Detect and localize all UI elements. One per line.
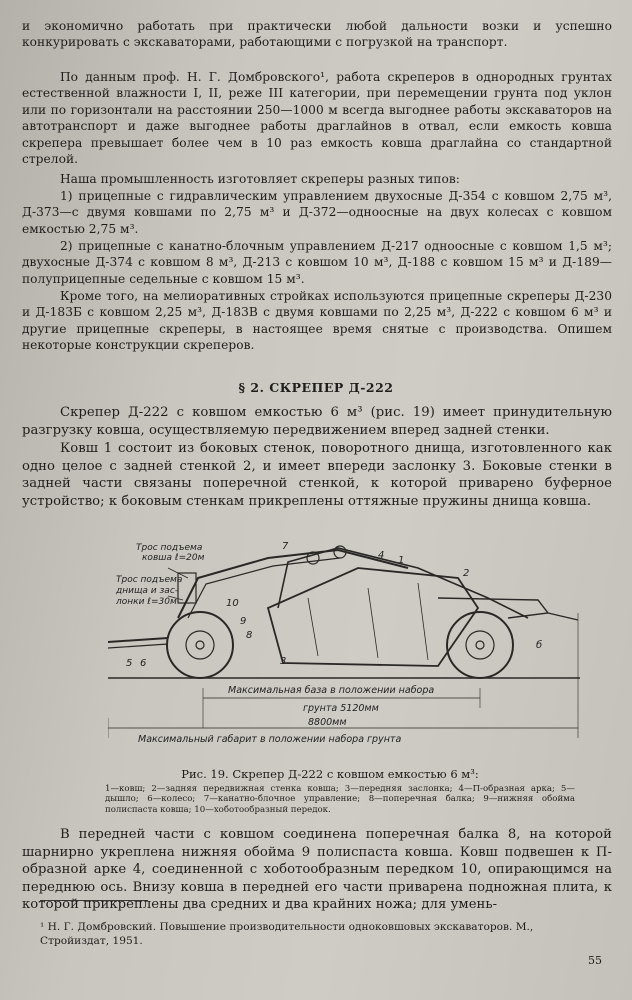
dimension-base-label: Максимальная база в положении набора xyxy=(228,685,435,696)
paragraph-melioration: Кроме того, на мелиоративных стройках используются прицепные скреперы Д-230 и Д-183Б с ковшом 2,25 м³, Д-183В с двумя ковшами по 2,25 м³, Д-222 с ковшом 6 м³ и другие прицепные скреперы, в настоящее время снятые с производства. Опишем некоторые конструкции скреперов. xyxy=(22,289,612,353)
page-number: 55 xyxy=(588,954,602,967)
dimension-overall-label: Максимальный габарит в положении набора грунта xyxy=(138,734,402,745)
dimension-base-value: грунта 5120мм xyxy=(303,703,379,714)
label-rope-floor-length: лонки ℓ=30м xyxy=(116,597,177,607)
figure-caption: Рис. 19. Скрепер Д-222 с ковшом емкостью 6 м³: xyxy=(181,767,479,781)
part-number-9: 9 xyxy=(240,616,247,627)
figure-legend: 1—ковш; 2—задняя передвижная стенка ковша; 3—передняя заслонка; 4—П-образная арка; 5—дышло; 6—колесо; 7—канатно-блочное управление; 8—поперечная балка; 9—нижняя обойма полиспаста ковша; 10—хоботообразный передок. xyxy=(105,784,575,815)
paragraph-dombrovsky: По данным проф. Н. Г. Домбровского¹, работа скреперов в однородных грунтах естественной влажности I, II, реже III категории, при перемещении грунта под уклон или по горизонтали на расстоянии 250—1000 м всегда выгоднее работы экскаваторов на автотранспорт и даже выгоднее работы драглайнов в отвал, если емкость ковша скрепера превышает более чем в 10 раз емкость ковша драглайна со стандартной стрелой. xyxy=(22,70,612,167)
label-rope-floor: Трос подъема xyxy=(116,575,183,585)
label-rope-bucket: Трос подъема xyxy=(136,543,203,553)
paragraph-d222-intro: Скрепер Д-222 с ковшом емкостью 6 м³ (рис. 19) имеет принудительную разгрузку ковша, осуществляемую передвижением вперед задней стенки. xyxy=(22,405,612,438)
part-number-2: 2 xyxy=(463,568,470,579)
part-number-5: 5 xyxy=(126,658,133,669)
part-number-7: 7 xyxy=(282,541,289,552)
paragraph-list-2: 2) прицепные с канатно-блочным управлением Д-217 одноосные с ковшом 1,5 м³; двухосные Д-374 с ковшом 8 м³, Д-213 с ковшом 10 м³, Д-188 с ковшом 15 м³ и Д-189—полуприцепные седельные с ковшом 15 м³. xyxy=(22,239,612,286)
part-number-6-rear: б xyxy=(536,640,543,651)
paragraph-types-intro: Наша промышленность изготовляет скреперы разных типов: xyxy=(60,172,460,186)
paragraph-front-part: В передней части с ковшом соединена поперечная балка 8, на которой шарнирно укреплена нижняя обойма 9 полиспаста ковша. Ковш подвешен к П-образной арке 4, соединенной с хоботообразным передком 10, опирающимся на переднюю ось. Внизу ковша в передней его части приварена подножная плита, к которой прикреплены два средних и два крайних ножа; для умень- xyxy=(22,827,612,913)
part-number-4: 4 xyxy=(378,550,385,561)
part-number-8: 8 xyxy=(246,630,253,641)
section-heading: § 2. СКРЕПЕР Д-222 xyxy=(238,380,394,395)
part-number-6: 6 xyxy=(140,658,147,669)
dimension-overall-value: 8800мм xyxy=(308,717,347,728)
part-number-10: 10 xyxy=(226,598,239,609)
paragraph-bucket: Ковш 1 состоит из боковых стенок, поворотного днища, изготовленного как одно целое с задней стенкой 2, и имеет впереди заслонку 3. Боковые стенки в задней части связаны поперечной стенкой, к которой приварено буферное устройство; к боковым стенкам прикреплены оттяжные пружины днища ковша. xyxy=(22,441,612,509)
footnote: ¹ Н. Г. Домбровский. Повышение производительности одноковшовых экскаваторов. М., Стройиздат, 1951. xyxy=(40,921,534,947)
label-rope-floor-2: днища и зас- xyxy=(116,586,179,596)
part-number-3: 3 xyxy=(280,656,287,667)
label-rope-bucket-length: ковша ℓ=20м xyxy=(142,553,205,563)
paragraph-continuation: и экономично работать при практически любой дальности возки и успешно конкурировать с экскаваторами, работающими с погрузкой на транспорт. xyxy=(22,19,612,50)
scraper-figure xyxy=(108,538,580,750)
paragraph-list-1: 1) прицепные с гидравлическим управлением двухосные Д-354 с ковшом 2,75 м³, Д-373—с двумя ковшами по 2,75 м³ и Д-372—одноосные на двух колесах с ковшом емкостью 2,75 м³. xyxy=(22,189,612,236)
footnote-rule xyxy=(40,900,148,901)
part-number-1: 1 xyxy=(398,555,405,566)
